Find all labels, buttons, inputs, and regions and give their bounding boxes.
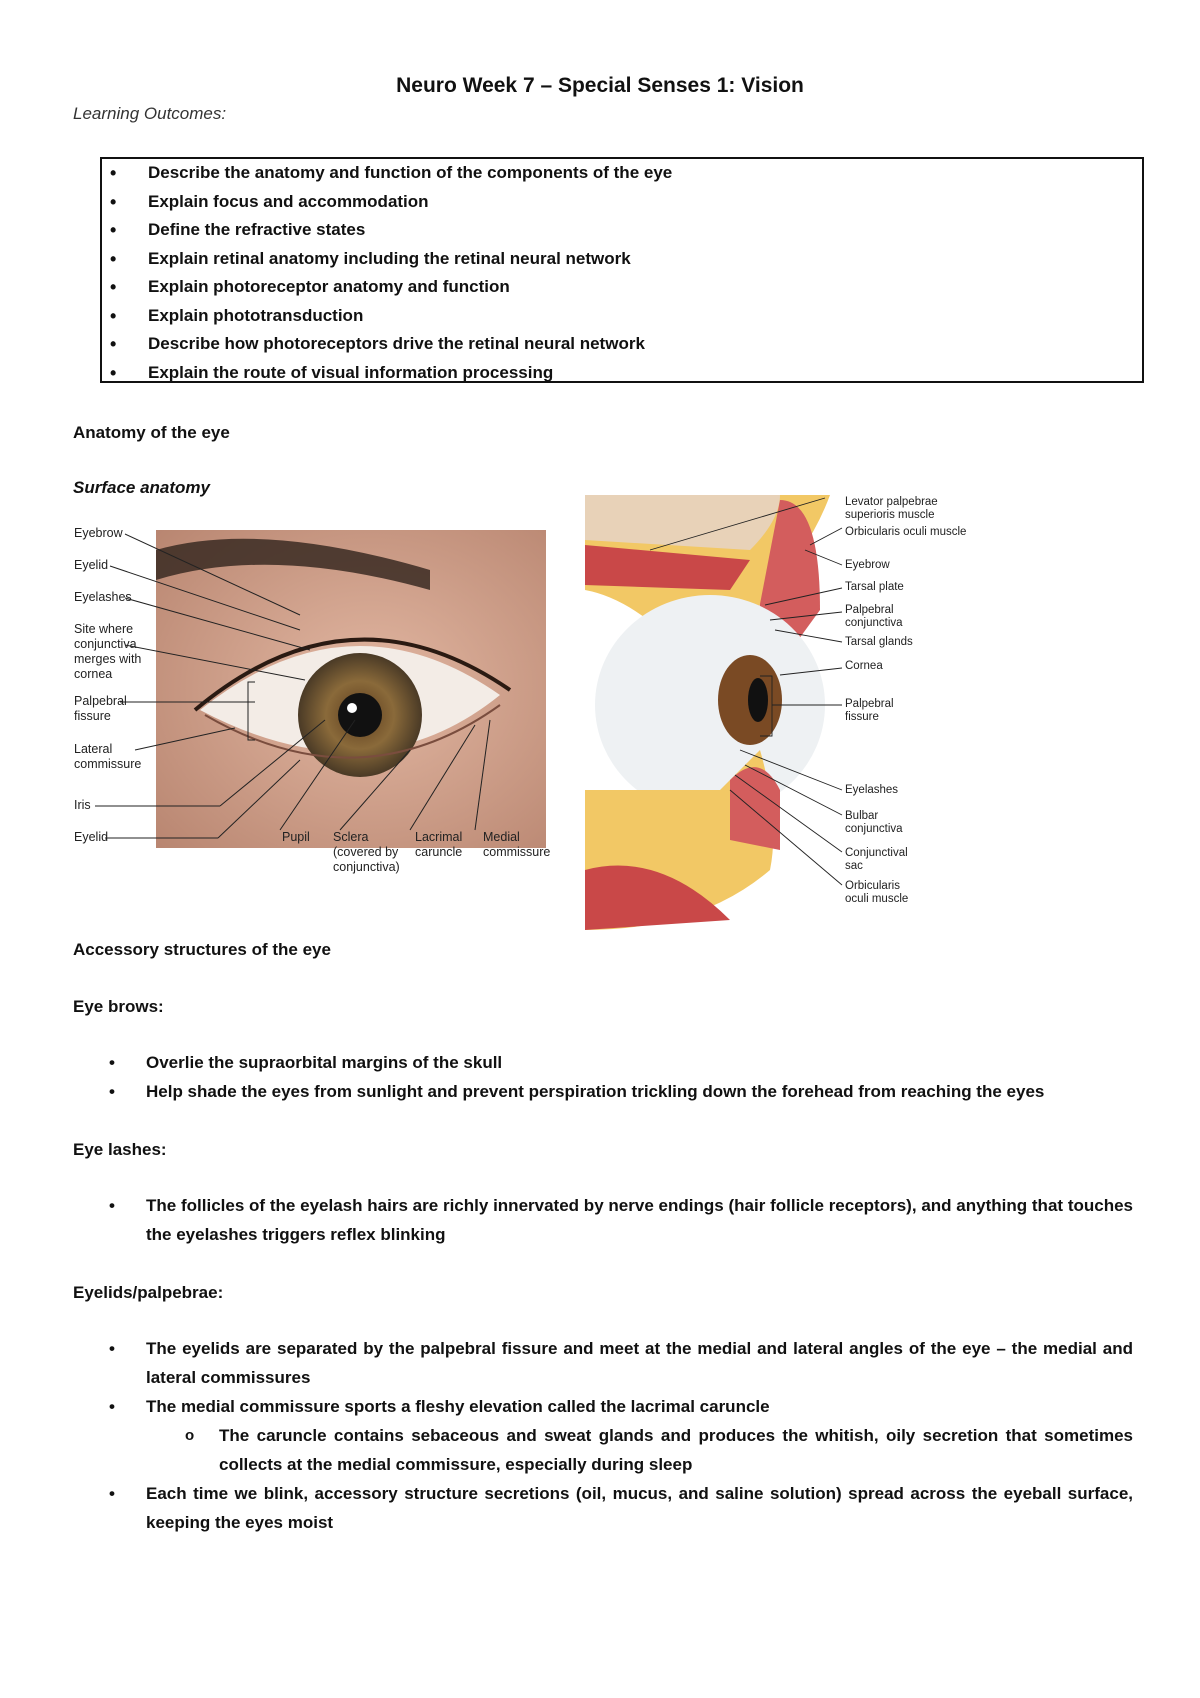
learning-outcomes-label: Learning Outcomes: bbox=[73, 104, 227, 123]
label-iris: Iris bbox=[74, 798, 91, 812]
outcome-item: • Explain phototransduction bbox=[102, 302, 1142, 331]
outcome-item: • Describe how photoreceptors drive the retinal neural network bbox=[102, 330, 1142, 359]
label-eyelid-bottom: Eyelid bbox=[74, 830, 109, 844]
eyelashes-list bbox=[73, 1191, 1133, 1249]
label-medial-commissure: Medial commissure bbox=[483, 830, 551, 859]
list-item: • The medial commissure sports a fleshy elevation called the lacrimal caruncle bbox=[73, 1392, 1133, 1421]
label-lateral-commissure: Lateral commissure bbox=[74, 742, 142, 771]
label-eyebrow-right: Eyebrow bbox=[845, 559, 890, 571]
outcome-item: • Explain the route of visual information processing bbox=[102, 359, 1142, 388]
eye-section-figure bbox=[580, 490, 980, 950]
eye-photo-figure bbox=[70, 520, 570, 920]
eyebrows-list bbox=[73, 1048, 1133, 1106]
outcome-item: • Explain focus and accommodation bbox=[102, 188, 1142, 217]
list-item: • Overlie the supraorbital margins of the skull bbox=[73, 1048, 1133, 1077]
eye-photo-illustration bbox=[70, 520, 570, 920]
outcome-item: • Explain photoreceptor anatomy and function bbox=[102, 273, 1142, 302]
eyelids-heading: Eyelids/palpebrae: bbox=[73, 1283, 224, 1302]
surface-anatomy-heading: Surface anatomy bbox=[73, 478, 210, 497]
label-tarsal-glands: Tarsal glands bbox=[845, 636, 913, 648]
learning-outcomes-box bbox=[100, 157, 1144, 383]
label-palpebral-fissure-right: Palpebral fissure bbox=[845, 698, 894, 723]
label-pupil: Pupil bbox=[282, 830, 310, 844]
list-item: • The follicles of the eyelash hairs are richly innervated by nerve endings (hair follicle receptors), and anything that touches the eyelashes triggers reflex blinking bbox=[73, 1191, 1133, 1249]
sub-list-item: o The caruncle contains sebaceous and sweat glands and produces the whitish, oily secretion that sometimes collects at the medial commissure, especially during sleep bbox=[73, 1421, 1133, 1479]
label-conjunctiva-site: Site where conjunctiva merges with cornea bbox=[74, 622, 142, 681]
eyebrows-heading: Eye brows: bbox=[73, 997, 164, 1016]
label-conjunctival-sac: Conjunctival sac bbox=[845, 847, 908, 872]
label-lacrimal-caruncle: Lacrimal caruncle bbox=[415, 830, 463, 859]
label-eyelashes: Eyelashes bbox=[74, 590, 132, 604]
outcome-item: • Describe the anatomy and function of the components of the eye bbox=[102, 159, 1142, 188]
eyelids-list bbox=[73, 1334, 1133, 1537]
label-tarsal-plate: Tarsal plate bbox=[845, 581, 904, 593]
outcome-item: • Explain retinal anatomy including the retinal neural network bbox=[102, 245, 1142, 274]
label-levator: Levator palpebrae superioris muscle bbox=[845, 496, 938, 521]
label-eyelashes-right: Eyelashes bbox=[845, 784, 899, 796]
eyelashes-heading: Eye lashes: bbox=[73, 1140, 167, 1159]
label-cornea: Cornea bbox=[845, 660, 883, 672]
label-eyelid-top: Eyelid bbox=[74, 558, 109, 572]
label-bulbar-conjunctiva: Bulbar conjunctiva bbox=[845, 810, 903, 835]
list-item: • Help shade the eyes from sunlight and prevent perspiration trickling down the forehead from reaching the eyes bbox=[73, 1077, 1133, 1106]
learning-outcomes-list bbox=[102, 159, 1142, 387]
label-sclera: Sclera (covered by conjunctiva) bbox=[333, 830, 400, 874]
page-title: Neuro Week 7 – Special Senses 1: Vision bbox=[396, 74, 804, 97]
accessory-heading: Accessory structures of the eye bbox=[73, 940, 331, 959]
label-orbicularis-top: Orbicularis oculi muscle bbox=[845, 526, 967, 538]
anatomy-heading: Anatomy of the eye bbox=[73, 423, 230, 442]
label-orbicularis-bottom: Orbicularis oculi muscle bbox=[845, 880, 909, 905]
list-item: • Each time we blink, accessory structure secretions (oil, mucus, and saline solution) spread across the eyeball surface, keeping the eyes moist bbox=[73, 1479, 1133, 1537]
label-palpebral-fissure: Palpebral fissure bbox=[74, 694, 127, 723]
list-item: • The eyelids are separated by the palpebral fissure and meet at the medial and lateral angles of the eye – the medial and lateral commissures bbox=[73, 1334, 1133, 1392]
outcome-item: • Define the refractive states bbox=[102, 216, 1142, 245]
label-palpebral-conjunctiva: Palpebral conjunctiva bbox=[845, 604, 903, 629]
label-eyebrow: Eyebrow bbox=[74, 526, 123, 540]
